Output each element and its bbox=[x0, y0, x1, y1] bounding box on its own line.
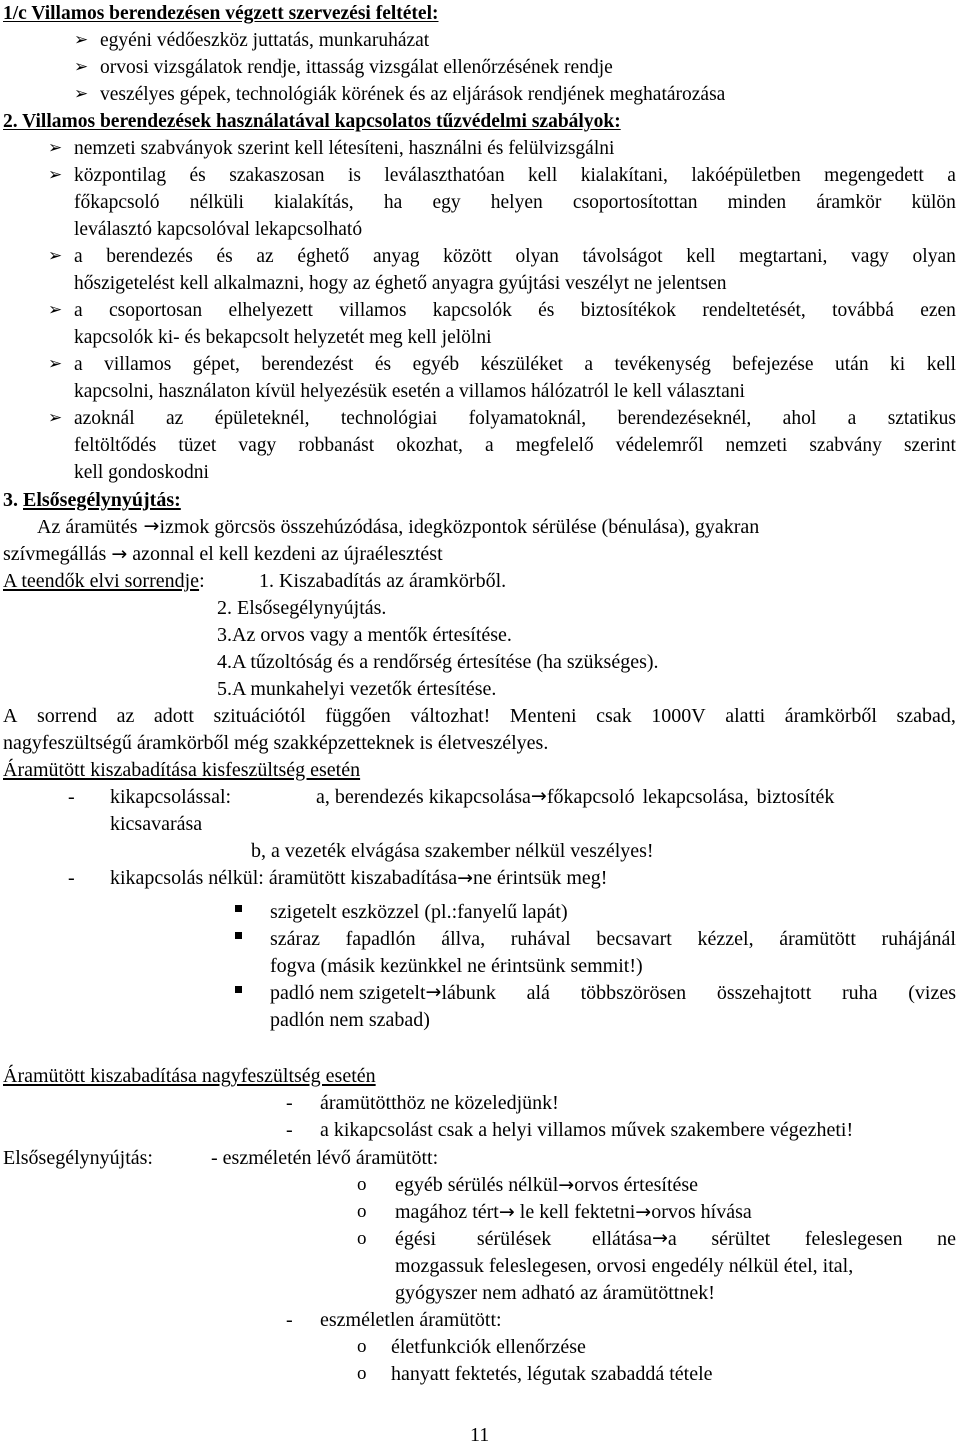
paragraph-line bbox=[37, 517, 956, 537]
conscious-heading: - eszméletén lévő áramütött: bbox=[211, 1147, 439, 1169]
word: feltöltődés bbox=[74, 435, 157, 456]
option-a-cont: kicsavarása bbox=[110, 813, 203, 835]
word: és bbox=[374, 354, 392, 375]
list-item: veszélyes gépek, technológiák körének és az eljárások rendjének meghatározása bbox=[100, 84, 726, 105]
text-span: azonnal el kell kezdeni az újraélesztést bbox=[132, 543, 443, 565]
bullet-arrow-icon: ➢ bbox=[48, 246, 63, 266]
word: kell bbox=[528, 165, 558, 186]
word: is bbox=[347, 165, 361, 186]
dash: - bbox=[68, 786, 75, 808]
word: megtartani, bbox=[739, 246, 828, 267]
order-label-text: A teendők elvi sorrendje bbox=[3, 570, 200, 592]
word: az bbox=[166, 408, 184, 429]
word: és bbox=[189, 165, 206, 186]
word: a bbox=[947, 165, 956, 186]
word: villamos bbox=[339, 300, 407, 321]
option-a bbox=[316, 787, 956, 807]
text-span: orvos hívása bbox=[651, 1201, 752, 1223]
order-step: 3.Az orvos vagy a mentők értesítése. bbox=[217, 624, 512, 646]
word: áramkör bbox=[816, 192, 882, 213]
word: a bbox=[74, 354, 83, 375]
rule-line: kell gondoskodni bbox=[74, 462, 209, 483]
word: sérültet bbox=[711, 1228, 771, 1250]
word: villamos bbox=[104, 354, 172, 375]
arrow-icon: → bbox=[457, 867, 474, 889]
bullet-arrow-icon: ➢ bbox=[48, 408, 63, 428]
method-item bbox=[270, 983, 956, 1003]
word: csoportosan bbox=[108, 300, 203, 321]
circle-bullet-icon: o bbox=[357, 1174, 367, 1195]
word: olyan bbox=[912, 246, 956, 267]
page-number: 11 bbox=[470, 1424, 490, 1446]
bullet-arrow-icon: ➢ bbox=[48, 300, 63, 320]
square-bullet-icon bbox=[235, 905, 242, 912]
option-b: b, a vezeték elvágása szakember nélkül veszélyes! bbox=[251, 840, 654, 862]
word: (vizes bbox=[908, 982, 956, 1004]
word: A bbox=[3, 705, 18, 727]
word: kialakítani, bbox=[580, 165, 668, 186]
word: készüléket bbox=[480, 354, 563, 375]
square-bullet-icon bbox=[235, 986, 242, 993]
word: és bbox=[538, 300, 555, 321]
word: állva, bbox=[441, 928, 486, 950]
word: nélküli bbox=[189, 192, 244, 213]
word: áramkörből bbox=[784, 705, 877, 727]
word: ki bbox=[890, 354, 906, 375]
word: szakaszosan bbox=[229, 165, 325, 186]
word: anyag bbox=[372, 246, 420, 267]
word: az bbox=[116, 705, 135, 727]
section-1c-heading: 1/c Villamos berendezésen végzett szervezési feltétel: bbox=[3, 3, 439, 24]
paragraph-line bbox=[3, 706, 956, 726]
rule-line bbox=[74, 436, 956, 456]
word: a bbox=[667, 1228, 677, 1250]
word: kapcsolók bbox=[432, 300, 512, 321]
word: 1000V bbox=[651, 705, 706, 727]
word: ahol bbox=[782, 408, 817, 429]
high-voltage-item: a kikapcsolást csak a helyi villamos művek szakembere végezheti! bbox=[320, 1119, 854, 1141]
bullet-arrow-icon: ➢ bbox=[48, 165, 63, 185]
rule-line bbox=[74, 193, 956, 213]
section-3-title: Elsősegélynyújtás: bbox=[23, 489, 181, 511]
word: csoportosítottan bbox=[572, 192, 698, 213]
rule-line: hőszigetelést kell alkalmazni, hogy az éghető anyagra gyújtási veszélyt ne jelentsen bbox=[74, 273, 727, 294]
circle-bullet-icon: o bbox=[357, 1336, 367, 1357]
bullet-arrow-icon: ➢ bbox=[48, 138, 63, 158]
rule-line: kapcsolni, használaton kívül helyezésük esetén a villamos hálózatról le kell választani bbox=[74, 381, 745, 402]
conscious-item-cont: gyógyszer nem adható az áramütöttnek! bbox=[395, 1282, 715, 1304]
unconscious-item: életfunkciók ellenőrzése bbox=[391, 1336, 586, 1358]
conscious-item bbox=[395, 1175, 698, 1195]
arrow-icon: → bbox=[143, 515, 160, 537]
section-3-number: 3. bbox=[3, 489, 18, 511]
word: ruhájánál bbox=[881, 928, 956, 950]
word: égési bbox=[395, 1228, 437, 1250]
word: a bbox=[484, 435, 494, 456]
word: folyamatoknál, bbox=[468, 408, 587, 429]
text-span: magához tért bbox=[395, 1201, 499, 1223]
word: vagy bbox=[238, 435, 277, 456]
word: berendezéseknél, bbox=[617, 408, 752, 429]
conscious-item-cont: mozgassuk feleslegesen, orvosi engedély nélkül étel, ital, bbox=[395, 1255, 854, 1277]
dash: - bbox=[286, 1309, 293, 1331]
dash: - bbox=[286, 1092, 293, 1114]
word: kézzel, bbox=[697, 928, 754, 950]
method-item bbox=[270, 929, 956, 949]
word: azoknál bbox=[74, 408, 135, 429]
circle-bullet-icon: o bbox=[357, 1201, 367, 1222]
word: csak bbox=[596, 705, 632, 727]
word: berendezés bbox=[106, 246, 193, 267]
word: becsavart bbox=[596, 928, 672, 950]
method-item-cont: fogva (másik kezünkkel ne érintsünk semmit!) bbox=[270, 955, 643, 977]
circle-bullet-icon: o bbox=[357, 1228, 367, 1249]
rule-line bbox=[74, 409, 956, 429]
text-span: Az áramütés bbox=[37, 516, 138, 538]
word: alá bbox=[526, 982, 550, 1004]
word: összehajtott bbox=[716, 982, 812, 1004]
word: olyan bbox=[515, 246, 559, 267]
conscious-item bbox=[395, 1229, 956, 1249]
without-switch-off bbox=[110, 868, 607, 888]
word: elhelyezett bbox=[228, 300, 313, 321]
rule-line: nemzeti szabványok szerint kell létesíteni, használni és felülvizsgálni bbox=[74, 138, 615, 159]
word: változhat! bbox=[410, 705, 491, 727]
section-2-heading: 2. Villamos berendezések használatával kapcsolatos tűzvédelmi szabályok: bbox=[3, 111, 621, 132]
word: robbanást bbox=[298, 435, 375, 456]
text-span: a, berendezés kikapcsolása bbox=[316, 786, 531, 808]
order-label bbox=[3, 571, 205, 591]
order-label-colon: : bbox=[199, 570, 205, 592]
order-step: 4.A tűzoltóság és a rendőrség értesítése (ha szükséges). bbox=[217, 651, 659, 673]
word: feleslegesen bbox=[804, 1228, 903, 1250]
word: befejezése bbox=[732, 354, 814, 375]
word: száraz bbox=[270, 928, 320, 950]
paragraph-line bbox=[3, 544, 443, 564]
word: az bbox=[256, 246, 274, 267]
word: ne bbox=[937, 1228, 956, 1250]
word: megfelelő bbox=[515, 435, 594, 456]
word: minden bbox=[727, 192, 787, 213]
method-item: szigetelt eszközzel (pl.:fanyelű lapát) bbox=[270, 901, 568, 923]
bullet-arrow-icon: ➢ bbox=[74, 57, 89, 77]
word: egyéb bbox=[412, 354, 460, 375]
arrow-icon: → bbox=[111, 543, 128, 565]
section-3-heading bbox=[3, 490, 181, 510]
word: szabvány bbox=[809, 435, 882, 456]
word: központilag bbox=[74, 165, 167, 186]
word: továbbá bbox=[832, 300, 894, 321]
word: többszörösen bbox=[580, 982, 687, 1004]
word: tüzet bbox=[178, 435, 217, 456]
word: épületeknél, bbox=[214, 408, 310, 429]
arrow-icon: → bbox=[498, 1201, 515, 1223]
arrow-icon: → bbox=[558, 1174, 575, 1196]
rule-line bbox=[74, 355, 956, 375]
word: helyen bbox=[490, 192, 543, 213]
word: lábunk bbox=[441, 982, 496, 1004]
word: sorrend bbox=[37, 705, 97, 727]
word: rendeltetését, bbox=[702, 300, 806, 321]
text-span: főkapcsoló lekapcsolása, biztosíték bbox=[546, 786, 835, 808]
word: a bbox=[74, 246, 83, 267]
word: főkapcsoló bbox=[74, 192, 160, 213]
rule-line bbox=[74, 166, 956, 186]
word: kialakítás, bbox=[274, 192, 354, 213]
word: gépet, bbox=[192, 354, 240, 375]
bullet-arrow-icon: ➢ bbox=[48, 354, 63, 374]
text-span: egyéb sérülés nélkül bbox=[395, 1174, 559, 1196]
method-item-cont: padlón nem szabad) bbox=[270, 1009, 430, 1031]
text-span bbox=[441, 983, 956, 1003]
word: tevékenység bbox=[614, 354, 711, 375]
word: berendezést bbox=[261, 354, 354, 375]
low-voltage-heading: Áramütött kiszabadítása kisfeszültség esetén bbox=[3, 759, 361, 781]
text-span bbox=[395, 1229, 652, 1249]
word: után bbox=[835, 354, 869, 375]
rule-line: kapcsolók ki- és bekapcsolt helyzetét meg kell jelölni bbox=[74, 327, 492, 348]
word: alatti bbox=[725, 705, 766, 727]
arrow-icon: → bbox=[652, 1227, 668, 1249]
word: lakóépületben bbox=[691, 165, 801, 186]
circle-bullet-icon: o bbox=[357, 1363, 367, 1384]
word: szabad, bbox=[896, 705, 956, 727]
word: Menteni bbox=[509, 705, 577, 727]
word: fapadlón bbox=[345, 928, 416, 950]
word: egy bbox=[432, 192, 461, 213]
word: a bbox=[584, 354, 594, 375]
word: ellátása bbox=[592, 1228, 652, 1250]
word: a bbox=[74, 300, 83, 321]
rule-line bbox=[74, 301, 956, 321]
list-item: orvosi vizsgálatok rendje, ittasság vizsgálat ellenőrzésének rendje bbox=[100, 57, 613, 78]
unconscious-heading: eszméletlen áramütött: bbox=[320, 1309, 502, 1331]
word: szituációtól bbox=[213, 705, 306, 727]
word: technológiai bbox=[340, 408, 438, 429]
word: között bbox=[443, 246, 492, 267]
word: áramütött bbox=[779, 928, 856, 950]
word: kell bbox=[926, 354, 956, 375]
order-step: 2. Elsősegélynyújtás. bbox=[217, 597, 387, 619]
word: ha bbox=[383, 192, 403, 213]
word: éghető bbox=[297, 246, 350, 267]
word: ezen bbox=[920, 300, 956, 321]
word: kell bbox=[686, 246, 716, 267]
with-switch-off-label: kikapcsolással: bbox=[110, 786, 232, 808]
text-span: ne érintsük meg! bbox=[473, 867, 608, 889]
word: és bbox=[216, 246, 233, 267]
word: okozhat, bbox=[396, 435, 463, 456]
word: szerint bbox=[903, 435, 956, 456]
conscious-item bbox=[395, 1202, 752, 1222]
dash: - bbox=[286, 1119, 293, 1141]
text-span: orvos értesítése bbox=[574, 1174, 699, 1196]
word: függően bbox=[325, 705, 391, 727]
word: leválaszthatóan bbox=[384, 165, 505, 186]
word: ruha bbox=[841, 982, 878, 1004]
word: megengedett bbox=[824, 165, 924, 186]
bullet-arrow-icon: ➢ bbox=[74, 30, 89, 50]
list-item: egyéni védőeszköz juttatás, munkaruházat bbox=[100, 30, 430, 51]
dash: - bbox=[68, 867, 75, 889]
unconscious-item: hanyatt fektetés, légutak szabaddá tétele bbox=[391, 1363, 713, 1385]
square-bullet-icon bbox=[235, 932, 242, 939]
bullet-arrow-icon: ➢ bbox=[74, 84, 89, 104]
paragraph-line: nagyfeszültségű áramkörből még szakképzetteknek is életveszélyes. bbox=[3, 732, 549, 754]
text-span bbox=[668, 1229, 956, 1249]
order-step: 1. Kiszabadítás az áramkörből. bbox=[259, 570, 507, 592]
rule-line bbox=[74, 247, 956, 267]
word: adott bbox=[153, 705, 194, 727]
rule-line: leválasztó kapcsolóval lekapcsolható bbox=[74, 219, 363, 240]
word: vagy bbox=[851, 246, 889, 267]
word: sztatikus bbox=[887, 408, 956, 429]
word: külön bbox=[911, 192, 956, 213]
text-span: szívmegállás bbox=[3, 543, 107, 565]
word: a bbox=[847, 408, 857, 429]
order-step: 5.A munkahelyi vezetők értesítése. bbox=[217, 678, 497, 700]
first-aid-label: Elsősegélynyújtás: bbox=[3, 1147, 153, 1169]
word: biztosítékok bbox=[580, 300, 677, 321]
arrow-icon: → bbox=[425, 981, 442, 1003]
arrow-icon: → bbox=[530, 785, 547, 807]
high-voltage-item: áramütötthöz ne közeledjünk! bbox=[320, 1092, 559, 1114]
text-span: padló nem szigetelt bbox=[270, 982, 426, 1004]
high-voltage-heading: Áramütött kiszabadítása nagyfeszültség esetén bbox=[3, 1065, 376, 1087]
text-span: kikapcsolás nélkül: áramütött kiszabadítása bbox=[110, 867, 458, 889]
word: sérülések bbox=[476, 1228, 552, 1250]
word: távolságot bbox=[582, 246, 663, 267]
word: nemzeti bbox=[725, 435, 788, 456]
text-span: izmok görcsös összehúzódása, idegközpontok sérülése (bénulása), gyakran bbox=[159, 516, 760, 538]
text-span: le kell fektetni bbox=[519, 1201, 636, 1223]
word: ruhával bbox=[510, 928, 571, 950]
word: védelemről bbox=[615, 435, 704, 456]
arrow-icon: → bbox=[635, 1201, 652, 1223]
